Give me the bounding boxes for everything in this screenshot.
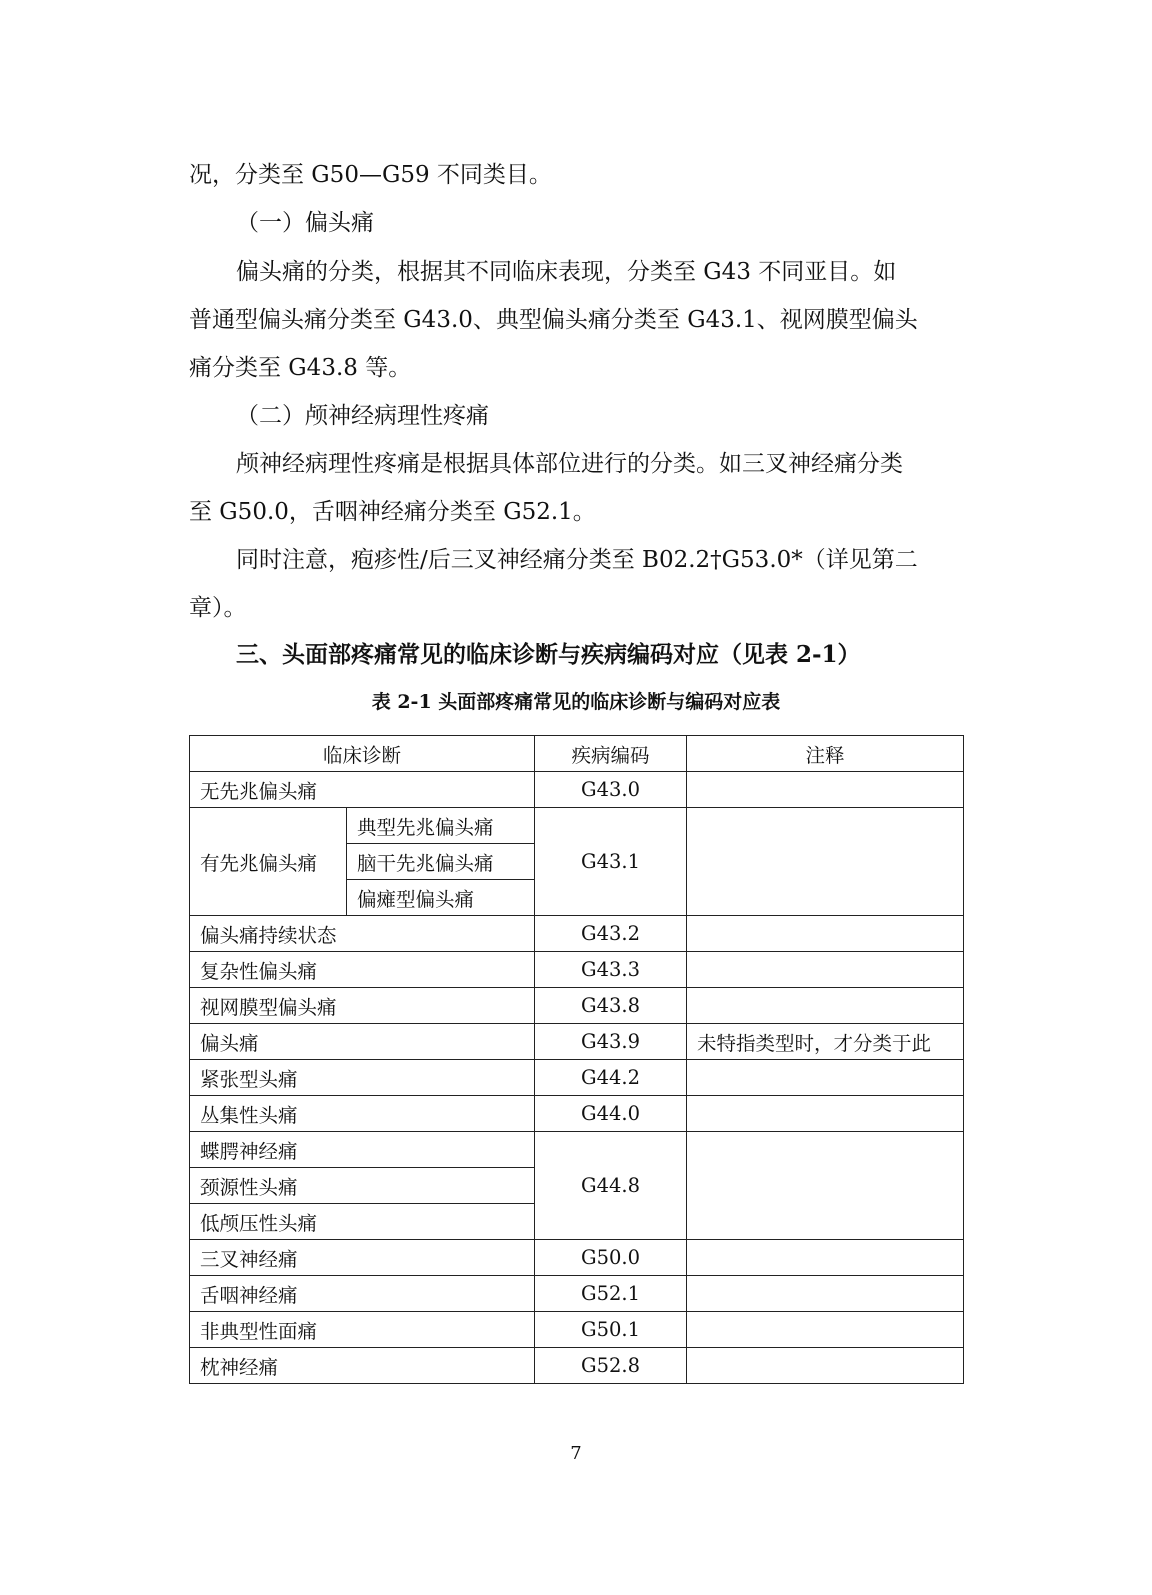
body-line: 痛分类至 G43.8 等。 [189, 355, 412, 381]
note-cell [687, 1132, 964, 1240]
table-row [190, 1132, 964, 1168]
diagnosis-cell: 丛集性头痛 [190, 1096, 535, 1132]
header-note: 注释 [687, 736, 964, 772]
header-diagnosis: 临床诊断 [190, 736, 535, 772]
note-cell [687, 1312, 964, 1348]
diagnosis-cell: 三叉神经痛 [190, 1240, 535, 1276]
note-cell [687, 1096, 964, 1132]
table-row [190, 1060, 964, 1096]
diagnosis-group-cell: 有先兆偏头痛 [190, 808, 347, 916]
table-row [190, 1240, 964, 1276]
table-row [190, 772, 964, 808]
table-row [190, 1096, 964, 1132]
table-row [190, 1312, 964, 1348]
body-line: 颅神经病理性疼痛是根据具体部位进行的分类。如三叉神经痛分类 [236, 451, 903, 477]
subdiagnosis-cell: 典型先兆偏头痛 [347, 808, 535, 844]
header-code: 疾病编码 [535, 736, 687, 772]
code-cell: G43.8 [535, 988, 687, 1024]
note-cell [687, 952, 964, 988]
diagnosis-cell: 低颅压性头痛 [190, 1204, 535, 1240]
body-line: 普通型偏头痛分类至 G43.0、典型偏头痛分类至 G43.1、视网膜型偏头 [189, 307, 918, 333]
code-cell: G43.9 [535, 1024, 687, 1060]
note-cell [687, 1276, 964, 1312]
table-row [190, 988, 964, 1024]
code-cell: G44.0 [535, 1096, 687, 1132]
code-cell: G50.1 [535, 1312, 687, 1348]
section-heading: 三、头面部疼痛常见的临床诊断与疾病编码对应（见表 2-1） [236, 641, 861, 668]
note-cell [687, 1348, 964, 1384]
body-line: 同时注意，疱疹性/后三叉神经痛分类至 B02.2†G53.0*（详见第二 [236, 547, 918, 573]
code-cell: G43.3 [535, 952, 687, 988]
table-row [190, 1276, 964, 1312]
table-row [190, 952, 964, 988]
body-line: 况，分类至 G50—G59 不同类目。 [189, 162, 552, 188]
subdiagnosis-cell: 脑干先兆偏头痛 [347, 844, 535, 880]
code-cell: G44.2 [535, 1060, 687, 1096]
note-cell [687, 988, 964, 1024]
table-row [190, 916, 964, 952]
table-row [190, 1024, 964, 1060]
body-line: 偏头痛的分类，根据其不同临床表现，分类至 G43 不同亚目。如 [236, 259, 897, 285]
code-cell: G43.1 [535, 808, 687, 916]
diagnosis-cell: 舌咽神经痛 [190, 1276, 535, 1312]
page-number: 7 [570, 1443, 582, 1464]
code-cell: G43.0 [535, 772, 687, 808]
code-cell: G52.8 [535, 1348, 687, 1384]
code-cell: G52.1 [535, 1276, 687, 1312]
diagnosis-cell: 偏头痛持续状态 [190, 916, 535, 952]
table-row [190, 808, 964, 844]
diagnosis-code-table [189, 735, 964, 1384]
body-line: 至 G50.0，舌咽神经痛分类至 G52.1。 [189, 499, 596, 525]
code-cell: G50.0 [535, 1240, 687, 1276]
note-cell [687, 916, 964, 952]
code-cell: G44.8 [535, 1132, 687, 1240]
diagnosis-cell: 枕神经痛 [190, 1348, 535, 1384]
subheading-migraine: （一）偏头痛 [236, 210, 374, 236]
diagnosis-cell: 无先兆偏头痛 [190, 772, 535, 808]
code-cell: G43.2 [535, 916, 687, 952]
diagnosis-cell: 紧张型头痛 [190, 1060, 535, 1096]
subheading-cranial-neuralgia: （二）颅神经病理性疼痛 [236, 403, 489, 429]
note-cell [687, 772, 964, 808]
note-cell [687, 1240, 964, 1276]
diagnosis-cell: 颈源性头痛 [190, 1168, 535, 1204]
diagnosis-cell: 蝶腭神经痛 [190, 1132, 535, 1168]
table-row [190, 1348, 964, 1384]
subdiagnosis-cell: 偏瘫型偏头痛 [347, 880, 535, 916]
diagnosis-cell: 视网膜型偏头痛 [190, 988, 535, 1024]
table-caption: 表 2-1 头面部疼痛常见的临床诊断与编码对应表 [371, 691, 781, 713]
note-cell [687, 1060, 964, 1096]
diagnosis-cell: 复杂性偏头痛 [190, 952, 535, 988]
note-cell: 未特指类型时，才分类于此 [687, 1024, 964, 1060]
diagnosis-cell: 非典型性面痛 [190, 1312, 535, 1348]
note-cell [687, 808, 964, 916]
table-header-row [190, 736, 964, 772]
body-line: 章）。 [189, 595, 247, 621]
diagnosis-cell: 偏头痛 [190, 1024, 535, 1060]
